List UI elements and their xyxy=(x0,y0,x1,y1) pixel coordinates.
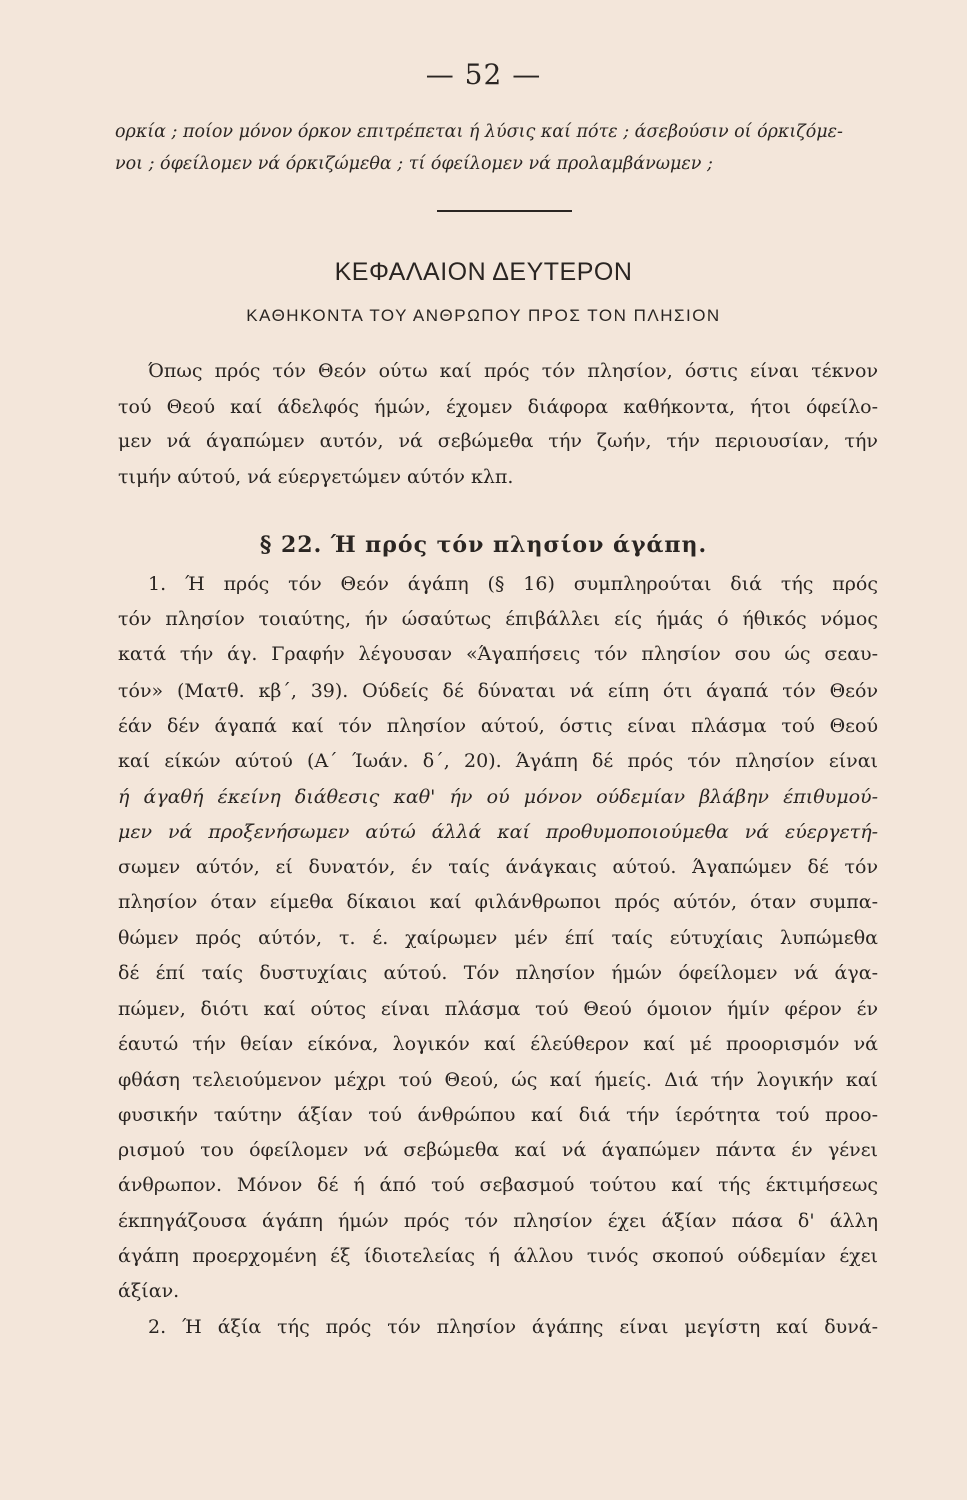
paragraph-line: έαυτώ τήν θείαν είκόνα, λογικόν καί έλεύθερον καί μέ προορισμόν νά xyxy=(118,1033,878,1055)
paragraph-line: καί είκών αύτού (Α΄ Ίωάν. δ΄, 20). Άγάπη δέ πρός τόν πλησίον είναι xyxy=(118,750,878,772)
paragraph-line: ή άγαθή έκείνη διάθεσις καθ' ήν ού μόνον ούδεμίαν βλάβην έπιθυμού- xyxy=(118,786,878,808)
paragraph-line: θώμεν πρός αύτόν, τ. έ. χαίρωμεν μέν έπί ταίς εύτυχίαις λυπώμεθα xyxy=(118,927,878,949)
preamble-line: Όπως πρός τόν Θεόν ούτω καί πρός τόν πλησίον, όστις είναι τέκνον xyxy=(148,360,878,382)
paragraph-line: τόν πλησίον τοιαύτης, ήν ώσαύτως έπιβάλλει είς ήμάς ό ήθικός νόμος xyxy=(118,608,878,630)
paragraph-line: πώμεν, διότι καί ούτος είναι πλάσμα τού Θεού όμοιον ήμίν φέρον έν xyxy=(118,998,878,1020)
paragraph-2-line: 2. Ή άξία τής πρός τόν πλησίον άγάπης είναι μεγίστη καί δυνά- xyxy=(148,1316,878,1338)
chapter-subtitle: ΚΑΘΗΚΟΝΤΑ ΤΟΥ ΑΝΘΡΩΠΟΥ ΠΡΟΣ ΤΟΝ ΠΛΗΣΙΟΝ xyxy=(246,306,721,325)
paragraph-line: ρισμού του όφείλομεν νά σεβώμεθα καί νά άγαπώμεν πάντα έν γένει xyxy=(118,1139,878,1161)
preamble-line: τιμήν αύτού, νά εύεργετώμεν αύτόν κλπ. xyxy=(118,466,514,488)
paragraph-line: άνθρωπον. Μόνον δέ ή άπό τού σεβασμού τούτου καί τής έκτιμήσεως xyxy=(118,1174,878,1196)
paragraph-line: άξίαν. xyxy=(118,1280,180,1302)
paragraph-line: φθάση τελειούμενον μέχρι τού Θεού, ώς καί ήμείς. Διά τήν λογικήν καί xyxy=(118,1069,878,1091)
paragraph-line: έάν δέν άγαπά καί τόν πλησίον αύτού, όστις είναι πλάσμα τού Θεού xyxy=(118,715,878,737)
preamble-line: μεν νά άγαπώμεν αυτόν, νά σεβώμεθα τήν ζωήν, τήν περιουσίαν, τήν xyxy=(118,430,878,452)
chapter-title: ΚΕΦΑΛΑΙΟΝ ΔΕΥΤΕΡΟΝ xyxy=(334,258,633,286)
divider-rule xyxy=(437,210,572,212)
paragraph-line: τόν» (Ματθ. κβ΄, 39). Ούδείς δέ δύναται νά είπη ότι άγαπά τόν Θεόν xyxy=(118,680,878,702)
paragraph-line: 1. Ή πρός τόν Θεόν άγάπη (§ 16) συμπληρούται διά τής πρός xyxy=(148,573,878,595)
intro-line-2: νοι ; όφείλομεν νά όρκιζώμεθα ; τί όφείλομεν νά προλαμβάνωμεν ; xyxy=(115,154,713,174)
page-number: — 52 — xyxy=(425,58,542,91)
paragraph-line: άγάπη προερχομένη έξ ίδιοτελείας ή άλλου τινός σκοπού ούδεμίαν έχει xyxy=(118,1245,878,1267)
paragraph-line: δέ έπί ταίς δυστυχίαις αύτού. Τόν πλησίον ήμών όφείλομεν νά άγα- xyxy=(118,962,878,984)
paragraph-line: κατά τήν άγ. Γραφήν λέγουσαν «Άγαπήσεις τόν πλησίον σου ώς σεαυ- xyxy=(118,643,878,665)
paragraph-line: έκπηγάζουσα άγάπη ήμών πρός τόν πλησίον έχει άξίαν πάσα δ' άλλη xyxy=(118,1210,878,1232)
section-heading: § 22. Ή πρός τόν πλησίον άγάπη. xyxy=(259,532,708,558)
paragraph-line: πλησίον όταν είμεθα δίκαιοι καί φιλάνθρωποι πρός αύτόν, όταν συμπα- xyxy=(118,891,878,913)
paragraph-line: σωμεν αύτόν, εί δυνατόν, έν ταίς άνάγκαις αύτού. Άγαπώμεν δέ τόν xyxy=(118,856,878,878)
paragraph-line: φυσικήν ταύτην άξίαν τού άνθρώπου καί διά τήν ίερότητα τού προο- xyxy=(118,1104,878,1126)
paragraph-line: μεν νά προξενήσωμεν αύτώ άλλά καί προθυμοποιούμεθα νά εύεργετή- xyxy=(118,821,878,843)
intro-line-1: ορκία ; ποίον μόνον όρκον επιτρέπεται ή λύσις καί πότε ; άσεβούσιν οί όρκιζόμε- xyxy=(115,122,843,142)
preamble-line: τού Θεού καί άδελφός ήμών, έχομεν διάφορα καθήκοντα, ήτοι όφείλο- xyxy=(118,396,878,418)
